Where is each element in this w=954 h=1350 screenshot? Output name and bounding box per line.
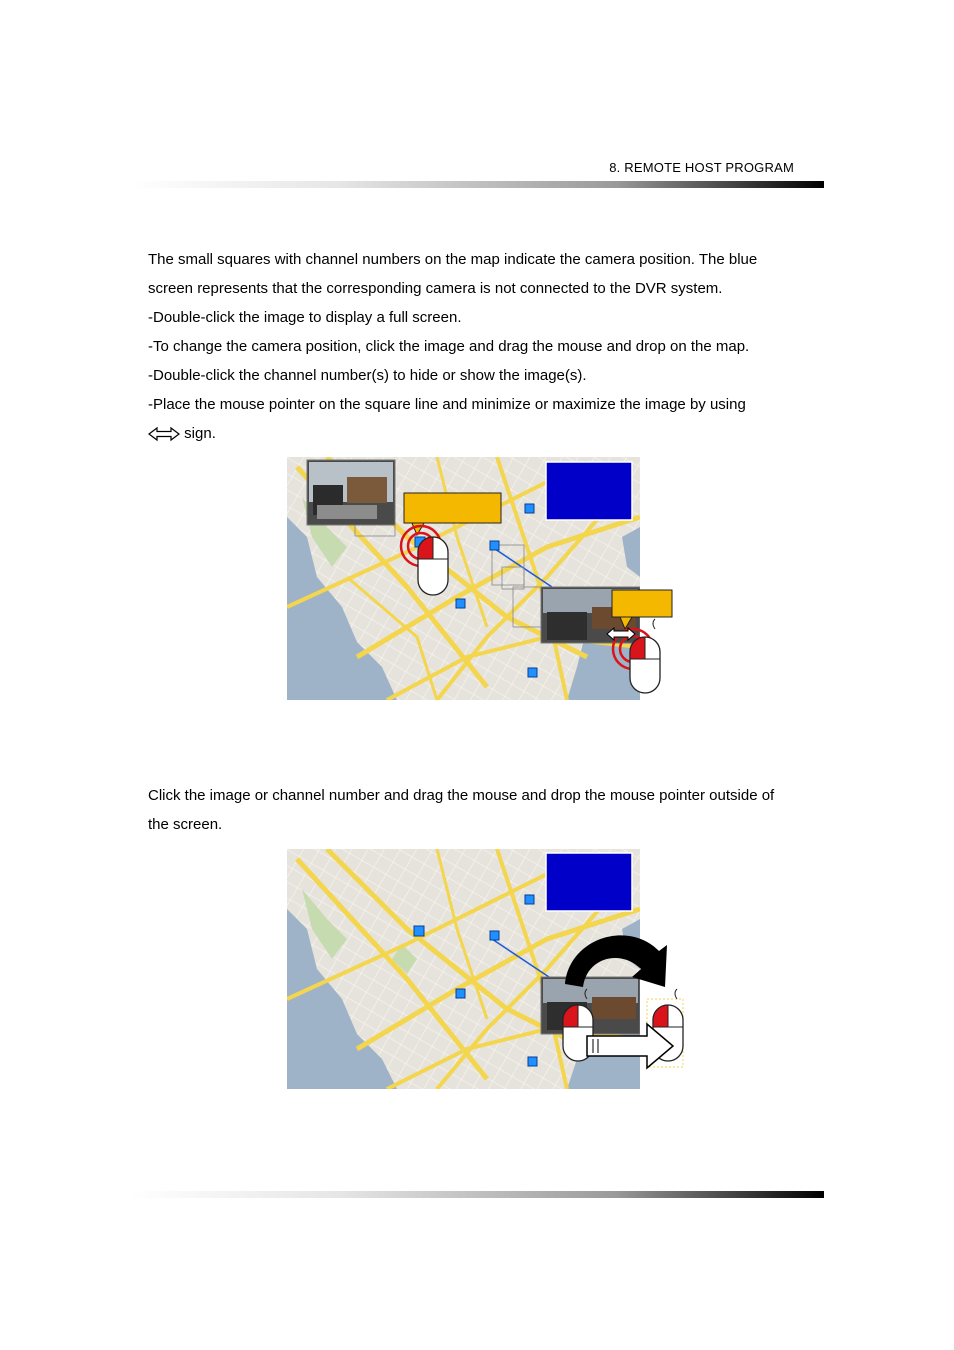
chapter-title: 8. REMOTE HOST PROGRAM <box>609 160 794 175</box>
bullet-text: Place the mouse pointer on the square line and minimize or maximize the image by using <box>153 396 746 413</box>
double-arrow-icon <box>148 426 180 442</box>
bullet-item <box>148 361 587 390</box>
bullet-marker: - <box>148 367 153 384</box>
resize-sign-line <box>148 419 216 448</box>
sign-label: sign. <box>184 425 216 442</box>
intro-line-2: screen represents that the corresponding camera is not connected to the DVR system. <box>148 280 723 297</box>
bullet-marker: - <box>148 309 153 326</box>
bullet-item <box>148 332 749 361</box>
header-rule <box>130 181 824 188</box>
bullet-text: Double-click the channel number(s) to hide or show the image(s). <box>153 367 587 384</box>
bullet-marker: - <box>148 338 153 355</box>
bullet-item <box>148 390 746 419</box>
bullet-item <box>148 303 461 332</box>
bullet-marker: - <box>148 396 153 413</box>
bullet-text: To change the camera position, click the image and drag the mouse and drop on the map. <box>153 338 750 355</box>
bullet-text: Double-click the image to display a full screen. <box>153 309 462 326</box>
footer-rule <box>130 1191 824 1198</box>
map-figure-move-camera <box>287 457 687 700</box>
mouse-icon <box>418 537 448 595</box>
instruction-line-2: the screen. <box>148 816 223 833</box>
intro-line-1: The small squares with channel numbers on the map indicate the camera position. The blue <box>148 251 758 268</box>
instruction-line-1: Click the image or channel number and drag the mouse and drop the mouse pointer outside of <box>148 787 775 804</box>
map-figure-remove-camera <box>287 849 687 1089</box>
